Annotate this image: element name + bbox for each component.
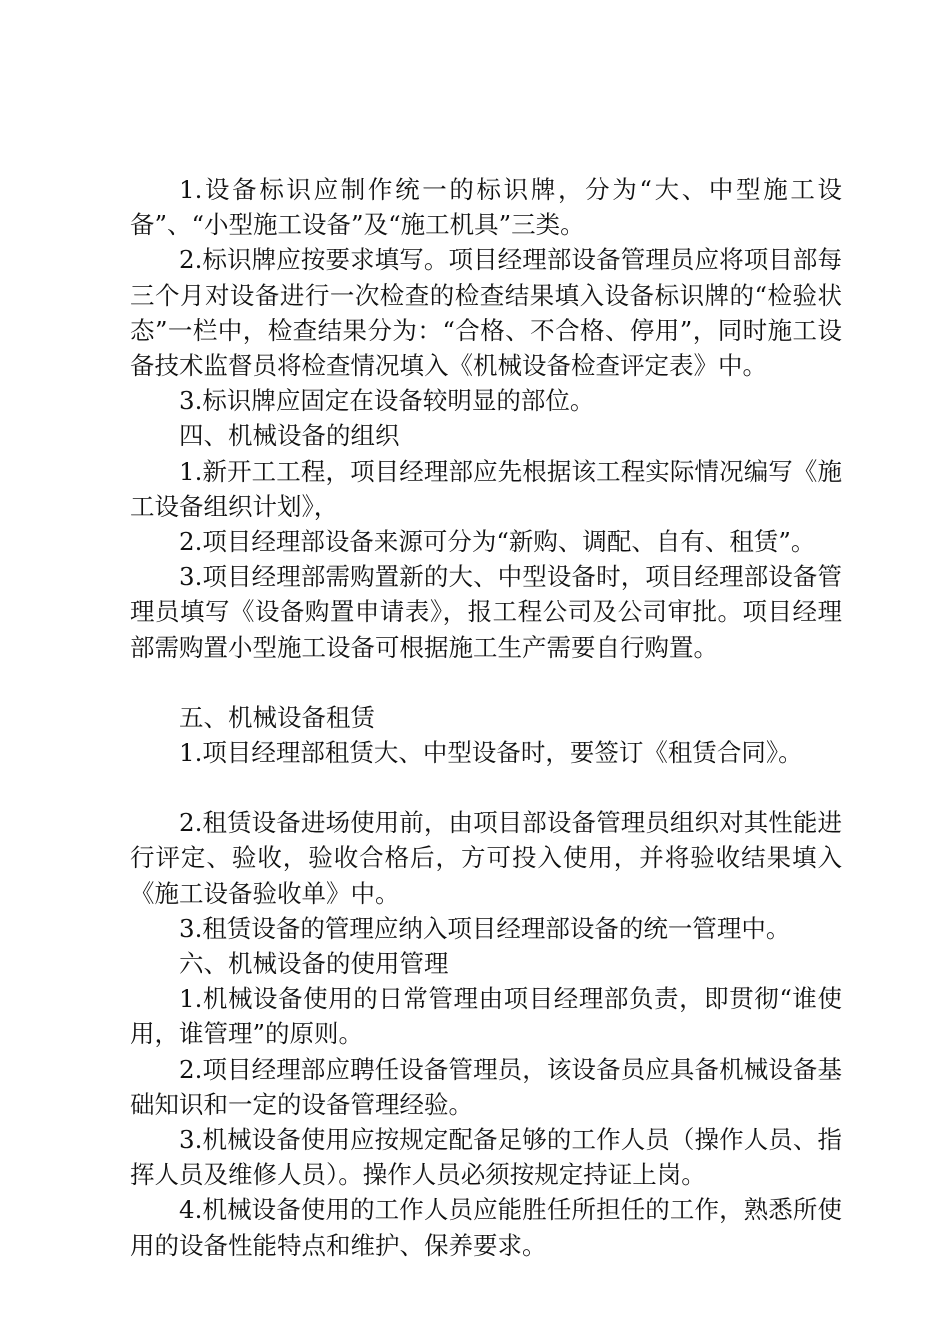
paragraph-13: 1.机械设备使用的日常管理由项目经理部负责，即贯彻“谁使用，谁管理”的原则。	[130, 984, 842, 1049]
paragraph-10: 2.租赁设备进场使用前，由项目部设备管理员组织对其性能进行评定、验收，验收合格后，方可投入使用，并将验收结果填入《施工设备验收单》中。	[130, 808, 842, 908]
paragraph-14: 2.项目经理部应聘任设备管理员，该设备员应具备机械设备基础知识和一定的设备管理经验。	[130, 1054, 842, 1119]
paragraph-2: 2.标识牌应按要求填写。项目经理部设备管理员应将项目部每三个月对设备进行一次检查的检查结果填入设备标识牌的“检验状态”一栏中，检查结果分为：“合格、不合格、停用”，同时施工设备技术监督员将检查情况填入《机械设备检查评定表》中。	[130, 245, 842, 381]
paragraph-7: 3.项目经理部需购置新的大、中型设备时，项目经理部设备管理员填写《设备购置申请表》，报工程公司及公司审批。项目经理部需购置小型施工设备可根据施工生产需要自行购置。	[130, 562, 842, 662]
paragraph-11: 3.租赁设备的管理应纳入项目经理部设备的统一管理中。	[179, 913, 791, 943]
paragraph-15: 3.机械设备使用应按规定配备足够的工作人员（操作人员、指挥人员及维修人员）。操作人员必须按规定持证上岗。	[130, 1125, 842, 1190]
paragraph-16: 4.机械设备使用的工作人员应能胜任所担任的工作，熟悉所使用的设备性能特点和维护、保养要求。	[130, 1195, 842, 1260]
document-body	[130, 172, 842, 1263]
paragraph-5: 1.新开工工程，项目经理部应先根据该工程实际情况编写《施工设备组织计划》，	[130, 456, 842, 521]
section-heading-6: 六、机械设备的使用管理	[179, 949, 449, 979]
paragraph-6: 2.项目经理部设备来源可分为“新购、调配、自有、租赁”。	[179, 527, 816, 557]
section-heading-5: 五、机械设备租赁	[179, 702, 375, 732]
section-heading-4: 四、机械设备的组织	[179, 421, 400, 451]
paragraph-3: 3.标识牌应固定在设备较明显的部位。	[179, 386, 595, 416]
paragraph-9: 1.项目经理部租赁大、中型设备时，要签订《租赁合同》。	[179, 738, 803, 768]
paragraph-1: 1.设备标识应制作统一的标识牌，分为“大、中型施工设备”、“小型施工设备”及“施工机具”三类。	[130, 175, 842, 240]
